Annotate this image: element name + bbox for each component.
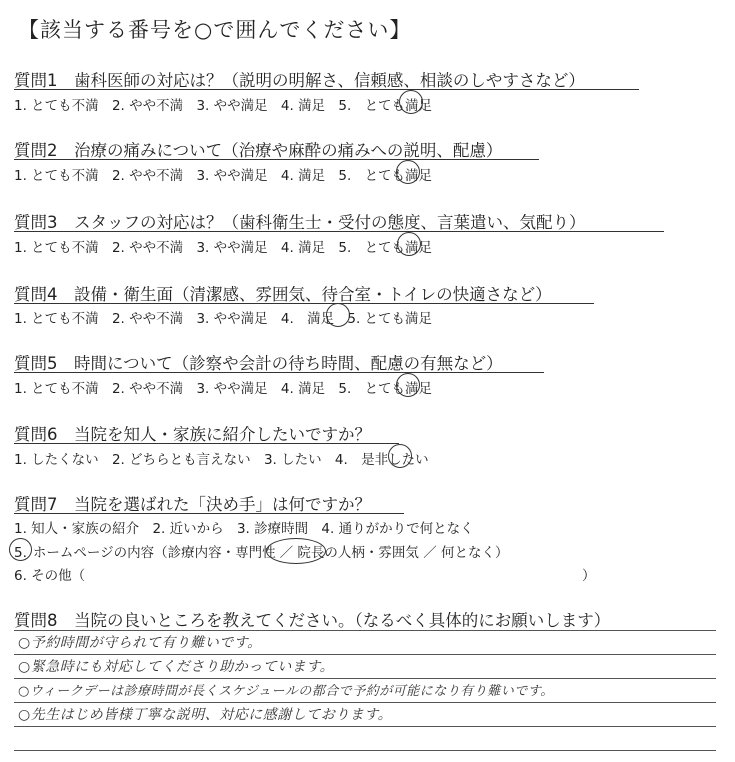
option-selected: 5.: [338, 168, 352, 184]
question-7-line-3: 6. その他（: [14, 568, 86, 584]
option-selected: 5.: [338, 98, 352, 114]
option: 2. やや不満: [111, 240, 184, 256]
option: 4. 通りがかりで何となく: [321, 521, 474, 537]
option: 1. 知人・家族の紹介: [14, 521, 140, 537]
option: 4. 満足: [280, 240, 326, 256]
option-selected: 4.: [334, 452, 348, 468]
option-selected: 4.: [280, 311, 294, 327]
option: 2. やや不満: [111, 168, 184, 184]
option-text: ／ 院長の人柄・雰囲気 ／ 何となく）: [279, 545, 509, 561]
option: 3. やや満足: [196, 311, 268, 327]
option: 4. 満足: [280, 381, 326, 397]
question-2-underline: [14, 159, 539, 160]
option: 1. とても不満: [14, 311, 99, 327]
option: 1. したくない: [14, 452, 99, 468]
handwritten-answer: ○先生はじめ皆様丁寧な説明、対応に感謝しております。: [18, 707, 393, 723]
option: 2. やや不満: [111, 311, 184, 327]
option: とても満足: [364, 168, 433, 184]
question-5-options: [14, 377, 441, 397]
question-5-title: 質問5 時間について（診察や会計の待ち時間、配慮の有無など）: [14, 354, 503, 373]
option: 2. どちらとも言えない: [111, 452, 251, 468]
question-4-title: 質問4 設備・衛生面（清潔感、雰囲気、待合室・トイレの快適さなど）: [14, 285, 552, 304]
option-selected: 5.: [338, 381, 352, 397]
question-1-options: [14, 94, 441, 114]
question-3-options: [14, 236, 441, 256]
option-text: ホームページの内容（診療内容・: [32, 545, 236, 561]
option: 5. とても満足: [347, 311, 433, 327]
question-1-underline: [14, 89, 639, 90]
question-2-options: [14, 164, 441, 184]
question-7-title: 質問7 当院を選ばれた「決め手」は何ですか？: [14, 495, 371, 514]
option: 2. やや不満: [111, 381, 184, 397]
option: 3. やや満足: [196, 168, 268, 184]
answer-circle-mark: [396, 160, 420, 184]
question-2-title: 質問2 治療の痛みについて（治療や麻酔の痛みへの説明、配慮）: [14, 141, 503, 160]
question-6-title: 質問6 当院を知人・家族に紹介したいですか？: [14, 425, 371, 444]
handwritten-answer: ○緊急時にも対応してくださり助かっています。: [18, 659, 335, 675]
option: 4. 満足: [280, 168, 326, 184]
handwritten-answer: ○ウィークデーは診療時間が長くスケジュールの都合で予約が可能になり有り難いです。: [18, 684, 554, 699]
answer-rule: [14, 630, 716, 631]
option: 3. 診療時間: [236, 521, 309, 537]
answer-circle-mark: [9, 538, 32, 561]
question-4-options: [14, 307, 441, 327]
option: とても満足: [364, 98, 433, 114]
option: とても満足: [364, 240, 433, 256]
answer-rule: [14, 726, 716, 727]
answer-circle-mark: [397, 232, 421, 256]
option: 満足: [307, 311, 335, 327]
question-6-underline: [14, 443, 399, 444]
option: 3. やや満足: [196, 381, 268, 397]
option: とても満足: [364, 381, 433, 397]
question-5-underline: [14, 372, 544, 373]
question-3-underline: [14, 231, 664, 232]
question-6-options: [14, 448, 438, 468]
answer-rule: [14, 678, 716, 679]
page-header: 【該当する番号を○で囲んでください】: [18, 18, 412, 42]
option-selected: 5.: [14, 545, 27, 561]
question-7-line-3-close: ）: [582, 568, 596, 584]
option: 1. とても不満: [14, 168, 99, 184]
answer-rule: [14, 750, 716, 751]
question-1-title: 質問1 歯科医師の対応は？（説明の明解さ、信頼感、相談のしやすさなど）: [14, 71, 585, 90]
answer-circle-mark: [326, 303, 350, 327]
question-8-title: 質問8 当院の良いところを教えてください。（なるべく具体的にお願いします）: [14, 611, 611, 630]
answer-circle-mark: [266, 538, 326, 564]
option: 是非したい: [361, 452, 429, 468]
answer-rule: [14, 702, 716, 703]
option-selected: 5.: [338, 240, 352, 256]
question-7-underline: [14, 513, 404, 514]
option-selected-detail: 専門性: [235, 545, 276, 561]
option: 4. 満足: [280, 98, 326, 114]
option: 1. とても不満: [14, 98, 99, 114]
option: 3. やや満足: [196, 240, 268, 256]
answer-circle-mark: [396, 373, 420, 397]
option: 2. 近いから: [152, 521, 224, 537]
option: 1. とても不満: [14, 240, 99, 256]
answer-circle-mark: [388, 444, 412, 468]
option: 3. やや満足: [196, 98, 268, 114]
question-7-line-1: [14, 517, 483, 537]
answer-circle-mark: [399, 90, 423, 114]
question-4-underline: [14, 303, 594, 304]
answer-rule: [14, 654, 716, 655]
option: 3. したい: [263, 452, 322, 468]
option: 1. とても不満: [14, 381, 99, 397]
handwritten-answer: ○予約時間が守られて有り難いです。: [18, 635, 262, 651]
question-3-title: 質問3 スタッフの対応は？（歯科衛生士・受付の態度、言葉遣い、気配り）: [14, 213, 586, 232]
option: 2. やや不満: [111, 98, 184, 114]
